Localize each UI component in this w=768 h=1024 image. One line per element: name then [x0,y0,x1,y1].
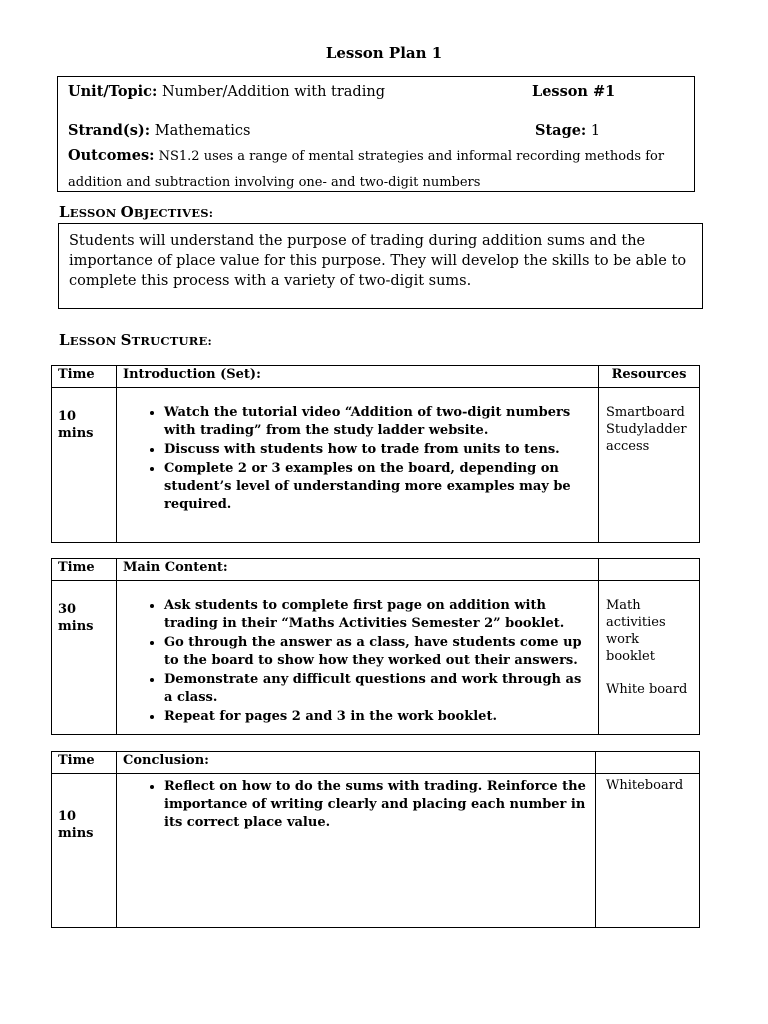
conclusion-time: 10 mins [52,774,117,928]
time-header: Time [52,366,117,388]
lesson-header-box [57,76,695,192]
list-item: • Ask students to complete first page on addition with trading in their “Maths Activities Semester 2” booklet. [164,597,590,633]
introduction-table [51,365,700,543]
main-content [117,581,599,735]
strand [68,122,250,139]
list-item: • Reflect on how to do the sums with trading. Reinforce the importance of writing clearly and placing each number in its correct place value. [164,778,587,832]
list-item: • Go through the answer as a class, have students come up to the board to show how they worked out their answers. [164,634,590,670]
resources-header-empty [599,559,700,581]
stage-label: Stage: [535,122,587,139]
conclusion-table [51,751,700,928]
introduction-header: Introduction (Set): [117,366,599,388]
main-content-header: Main Content: [117,559,599,581]
conclusion-header: Conclusion: [117,752,596,774]
outcomes [68,143,690,196]
outcomes-value: NS1.2 uses a range of mental strategies and informal recording methods for addition and subtraction involving one- and two-digit numbers [68,149,665,190]
unit-topic-label: Unit/Topic: [68,83,158,100]
list-item: • Repeat for pages 2 and 3 in the work booklet. [164,708,590,726]
stage [535,122,600,139]
main-time: 30 mins [52,581,117,735]
main-content-table [51,558,700,735]
list-item: • Discuss with students how to trade from units to tens. [164,441,590,459]
list-item: • Complete 2 or 3 examples on the board, depending on student’s level of understanding more examples may be required. [164,460,590,514]
conclusion-content [117,774,596,928]
objectives-text: Students will understand the purpose of trading during addition sums and the importance of place value for this purpose. They will develop the skills to be able to complete this process with a variety of two-digit sums. [58,223,703,309]
unit-topic-value: Number/Addition with trading [161,84,385,100]
strand-label: Strand(s): [68,122,151,139]
unit-topic [68,83,385,100]
outcomes-label: Outcomes: [68,147,155,164]
objectives-heading: LESSON OBJECTIVES: [59,203,214,221]
time-header: Time [52,559,117,581]
resources-header: Resources [599,366,700,388]
structure-heading: LESSON STRUCTURE: [59,331,212,349]
list-item: • Watch the tutorial video “Addition of two-digit numbers with trading” from the study ladder website. [164,404,590,440]
page-title: Lesson Plan 1 [325,44,443,62]
lesson-number: Lesson #1 [532,83,616,100]
list-item: • Demonstrate any difficult questions and work through as a class. [164,671,590,707]
stage-value: 1 [590,123,601,139]
introduction-content [117,388,599,543]
main-resources: Math activities work booklet White board [599,581,700,735]
conclusion-resources: Whiteboard [596,774,700,928]
time-header: Time [52,752,117,774]
resources-header-empty [596,752,700,774]
introduction-time: 10 mins [52,388,117,543]
strand-value: Mathematics [154,123,251,139]
introduction-resources: Smartboard Studyladder access [599,388,700,543]
